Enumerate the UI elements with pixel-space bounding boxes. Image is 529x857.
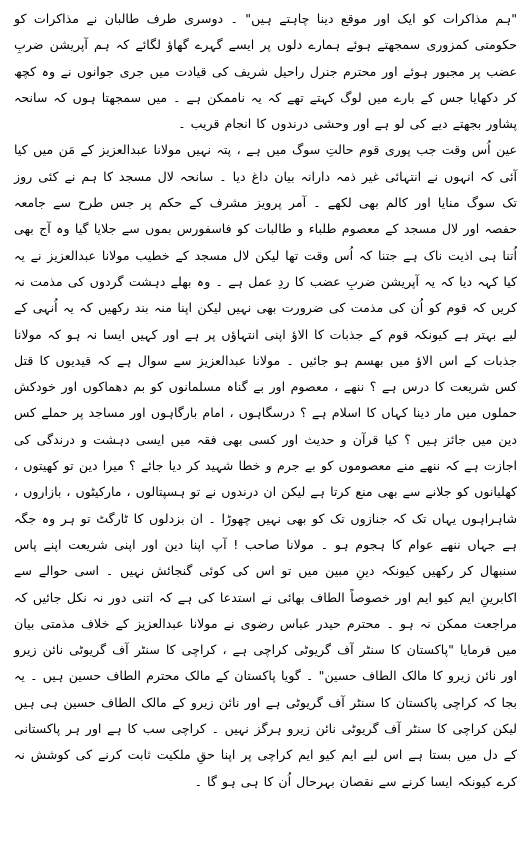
article-paragraph-2: عین اُس وقت جب پوری قوم حالتِ سوگ میں ہے ، پتہ نہیں مولانا عبدالعزیز کے مَن میں کیا آئی کہ انہوں نے انتہائی غیر ذمہ دارانہ بیان داغ دیا ۔ سانحہ لال مسجد کا ہم نے کئی روز تک سوگ منایا اور کالم بھی لکھے ۔ آمر پرویز مشرف کے حکم پر جس طرح سے جامعہ حفصہ اور لال مسجد کے معصوم طلباء و طالبات کو فاسفورس بموں سے جلایا گیا وہ آج بھی اُتنا ہی اذیت ناک ہے جتنا کہ اُس وقت تھا لیکن لال مسجد کے خطیب مولانا عبدالعزیز نے یہ کیا کہہ دیا کہ یہ آپریشن ضربِ عضب کا ردِ عمل ہے ۔ وہ بھلے دہشت گردوں کی مذمت نہ کریں کہ قوم کو اُن کی مذمت کی ضرورت بھی نہیں لیکن اپنا منہ بند رکھیں کہ یہ اُنہی کے لیے بہتر ہے کیونکہ قوم کے جذبات کا الاؤ اپنی انتہاؤں پر ہے اور کہیں ایسا نہ ہو کہ مولانا جذبات کے اس الاؤ میں بھسم ہو جائیں ۔ مولانا عبدالعزیز سے سوال ہے کہ قیدیوں کا قتل کس شریعت کا درس ہے ؟ ننھے ، معصوم اور بے گناہ مسلمانوں کو بم دھماکوں اور خودکش حملوں میں مار دینا کہاں کا اسلام ہے ؟ درسگاہوں ، امام بارگاہوں اور مساجد پر حملے کس دین میں جائز ہیں ؟ کیا قرآن و حدیث اور کسی بھی فقہ میں ایسی دہشت و درندگی کی اجازت ہے کہ ننھے منے معصوموں کو بے جرم و خطا شہید کر دیا جائے ؟ میرا دین تو کھیتوں ، کھلیانوں کو جلانے سے بھی منع کرتا ہے لیکن ان درندوں نے تو ہسپتالوں ، مارکیٹوں ، بازاروں ، شاہراہوں یہاں تک کہ جنازوں تک کو بھی نہیں چھوڑا ۔ ان بزدلوں کا ٹارگٹ تو ہر وہ جگہ ہے جہاں ننھے عوام کا ہجوم ہو ۔ مولانا صاحب ! آپ اپنا دین اور اپنی شریعت اپنے پاس سنبھال کر رکھیں کیونکہ دینِ مبین میں تو اس کی کوئی گنجائش نہیں ۔ اسی حوالے سے اکابرینِ ایم کیو ایم اور خصوصاً الطاف بھائی نے استدعا کی ہے کہ اتنی دور نہ نکل جائیں کہ مراجعت ممکن نہ ہو ۔ محترم حیدر عباس رضوی نے مولانا عبدالعزیز کے خلاف مذمتی بیان میں فرمایا "پاکستان کا سنٹر آف گریوٹی کراچی ہے ، کراچی کا سنٹر آف گریوٹی نائن زیرو اور نائن زیرو کا مالک الطاف حسین" ۔ گویا پاکستان کے مالک محترم الطاف حسین ہیں ۔ یہ بجا کہ کراچی پاکستان کا سنٹر آف گریوٹی ہے اور نائن زیرو کے مالک الطاف حسین ہی ہیں لیکن کراچی کا سنٹر آف گریوٹی نائن زیرو ہرگز نہیں ۔ کراچی سب کا ہے اور ہر پاکستانی کے دل میں بستا ہے اس لیے ایم کیو ایم کراچی پر اپنا حقِ ملکیت ثابت کرنے کی کوشش نہ کرے کیونکہ ایسا کرنے سے نقصان بہرحال اُن کا ہی ہو گا ۔: [14, 142, 517, 789]
article-paragraph-1: "ہم مذاکرات کو ایک اور موقع دینا چاہتے ہیں" ۔ دوسری طرف طالبان نے مذاکرات کو حکومتی کمزوری سمجھتے ہوئے ہمارے دلوں پر ایسے گہرے گھاؤ لگائے کہ ہم آپریشن ضربِ عضب پر مجبور ہوئے اور محترم جنرل راحیل شریف کی قیادت میں جری جوانوں نے وہ کچھ کر دکھایا جس کے بارے میں لوگ کہتے تھے کہ یہ ناممکن ہے ۔ میں سمجھتا ہوں کہ سانحہ پشاور بجھتے دیے کی لو ہے اور وحشی درندوں کا انجام قریب ۔: [14, 11, 517, 132]
